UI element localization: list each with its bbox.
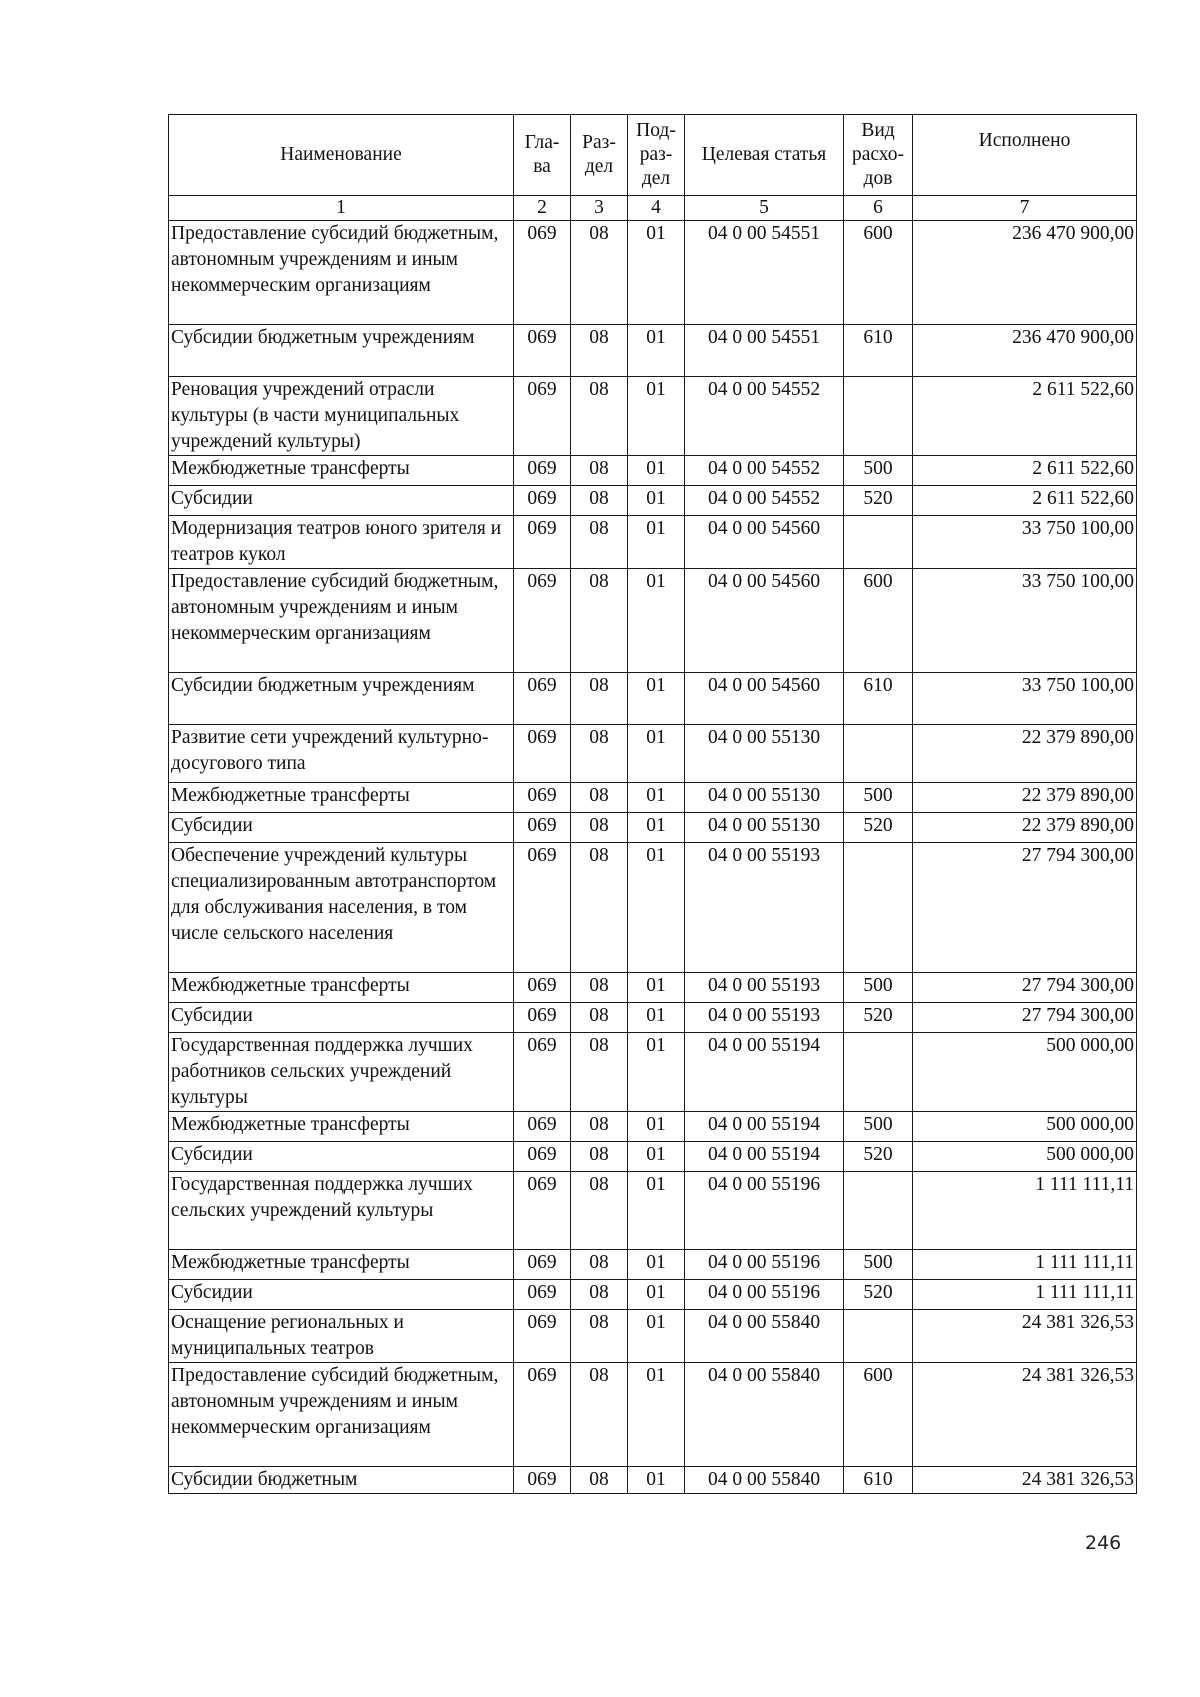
row-podrazdel: 01 xyxy=(628,973,685,1003)
table-row xyxy=(169,813,1137,843)
row-vid xyxy=(844,725,913,783)
row-target: 04 0 00 55840 xyxy=(685,1310,844,1363)
row-glava: 069 xyxy=(514,1142,571,1172)
row-amount: 27 794 300,00 xyxy=(913,973,1137,1003)
row-vid xyxy=(844,1033,913,1112)
header-podrazdel: Под- раз- дел xyxy=(628,115,685,196)
row-podrazdel: 01 xyxy=(628,673,685,725)
column-number: 5 xyxy=(685,196,844,221)
row-target: 04 0 00 55130 xyxy=(685,725,844,783)
row-podrazdel: 01 xyxy=(628,1310,685,1363)
row-vid xyxy=(844,377,913,456)
row-target: 04 0 00 55193 xyxy=(685,843,844,973)
header-row xyxy=(169,115,1137,196)
row-razdel: 08 xyxy=(571,1467,628,1494)
row-podrazdel: 01 xyxy=(628,813,685,843)
row-vid: 610 xyxy=(844,673,913,725)
table-row xyxy=(169,1112,1137,1142)
row-glava: 069 xyxy=(514,456,571,486)
row-amount: 500 000,00 xyxy=(913,1142,1137,1172)
row-vid: 520 xyxy=(844,1280,913,1310)
table-row xyxy=(169,973,1137,1003)
header-razdel: Раз- дел xyxy=(571,115,628,196)
row-amount: 27 794 300,00 xyxy=(913,843,1137,973)
row-name: Предоставление субсидий бюджетным, автономным учреждениям и иным некоммерческим организациям xyxy=(169,1363,514,1467)
row-razdel: 08 xyxy=(571,1363,628,1467)
row-razdel: 08 xyxy=(571,843,628,973)
row-glava: 069 xyxy=(514,1280,571,1310)
table-row xyxy=(169,1172,1137,1250)
row-vid xyxy=(844,516,913,569)
row-name: Субсидии бюджетным учреждениям xyxy=(169,673,514,725)
table-row xyxy=(169,1467,1137,1494)
row-amount: 1 111 111,11 xyxy=(913,1280,1137,1310)
row-amount: 236 470 900,00 xyxy=(913,221,1137,325)
table-row xyxy=(169,1310,1137,1363)
row-amount: 33 750 100,00 xyxy=(913,516,1137,569)
row-razdel: 08 xyxy=(571,783,628,813)
row-name: Межбюджетные трансферты xyxy=(169,456,514,486)
row-amount: 24 381 326,53 xyxy=(913,1467,1137,1494)
table-row xyxy=(169,569,1137,673)
row-target: 04 0 00 54551 xyxy=(685,325,844,377)
table-row xyxy=(169,486,1137,516)
row-glava: 069 xyxy=(514,1033,571,1112)
row-target: 04 0 00 54551 xyxy=(685,221,844,325)
column-number-row xyxy=(169,196,1137,221)
row-podrazdel: 01 xyxy=(628,1112,685,1142)
row-target: 04 0 00 54560 xyxy=(685,516,844,569)
row-razdel: 08 xyxy=(571,1172,628,1250)
row-amount: 33 750 100,00 xyxy=(913,569,1137,673)
row-podrazdel: 01 xyxy=(628,456,685,486)
header-executed: Исполнено xyxy=(913,115,1137,196)
row-target: 04 0 00 55194 xyxy=(685,1033,844,1112)
row-target: 04 0 00 55194 xyxy=(685,1142,844,1172)
header-glava: Гла- ва xyxy=(514,115,571,196)
row-glava: 069 xyxy=(514,1467,571,1494)
row-razdel: 08 xyxy=(571,1280,628,1310)
row-target: 04 0 00 54560 xyxy=(685,673,844,725)
row-amount: 1 111 111,11 xyxy=(913,1250,1137,1280)
row-vid: 600 xyxy=(844,1363,913,1467)
row-podrazdel: 01 xyxy=(628,783,685,813)
row-razdel: 08 xyxy=(571,673,628,725)
row-amount: 2 611 522,60 xyxy=(913,456,1137,486)
row-glava: 069 xyxy=(514,377,571,456)
header-name: Наименование xyxy=(169,115,514,196)
row-vid xyxy=(844,843,913,973)
row-glava: 069 xyxy=(514,783,571,813)
row-podrazdel: 01 xyxy=(628,1280,685,1310)
row-vid: 520 xyxy=(844,813,913,843)
row-amount: 500 000,00 xyxy=(913,1033,1137,1112)
row-podrazdel: 01 xyxy=(628,325,685,377)
row-glava: 069 xyxy=(514,516,571,569)
row-target: 04 0 00 55130 xyxy=(685,783,844,813)
row-target: 04 0 00 55130 xyxy=(685,813,844,843)
row-razdel: 08 xyxy=(571,325,628,377)
row-razdel: 08 xyxy=(571,377,628,456)
row-glava: 069 xyxy=(514,1310,571,1363)
row-razdel: 08 xyxy=(571,973,628,1003)
table-row xyxy=(169,1250,1137,1280)
page-number: 246 xyxy=(1085,1532,1122,1554)
header-vid: Вид расхо- дов xyxy=(844,115,913,196)
row-glava: 069 xyxy=(514,673,571,725)
column-number: 4 xyxy=(628,196,685,221)
row-razdel: 08 xyxy=(571,813,628,843)
row-podrazdel: 01 xyxy=(628,1467,685,1494)
row-vid xyxy=(844,1310,913,1363)
row-name: Субсидии xyxy=(169,813,514,843)
row-amount: 500 000,00 xyxy=(913,1112,1137,1142)
row-target: 04 0 00 55840 xyxy=(685,1467,844,1494)
table-row xyxy=(169,516,1137,569)
row-target: 04 0 00 55196 xyxy=(685,1280,844,1310)
row-razdel: 08 xyxy=(571,1003,628,1033)
row-glava: 069 xyxy=(514,843,571,973)
row-name: Субсидии xyxy=(169,1142,514,1172)
row-amount: 236 470 900,00 xyxy=(913,325,1137,377)
row-name: Субсидии xyxy=(169,1003,514,1033)
table-row xyxy=(169,456,1137,486)
row-name: Межбюджетные трансферты xyxy=(169,783,514,813)
row-name: Предоставление субсидий бюджетным, автономным учреждениям и иным некоммерческим организациям xyxy=(169,569,514,673)
row-podrazdel: 01 xyxy=(628,569,685,673)
column-number: 6 xyxy=(844,196,913,221)
row-target: 04 0 00 54560 xyxy=(685,569,844,673)
row-podrazdel: 01 xyxy=(628,377,685,456)
budget-table xyxy=(168,114,1137,1494)
row-podrazdel: 01 xyxy=(628,1142,685,1172)
row-name: Субсидии бюджетным учреждениям xyxy=(169,325,514,377)
row-glava: 069 xyxy=(514,1172,571,1250)
row-target: 04 0 00 55196 xyxy=(685,1172,844,1250)
header-target: Целевая статья xyxy=(685,115,844,196)
row-name: Субсидии бюджетным xyxy=(169,1467,514,1494)
row-razdel: 08 xyxy=(571,221,628,325)
row-name: Модернизация театров юного зрителя и театров кукол xyxy=(169,516,514,569)
row-glava: 069 xyxy=(514,1363,571,1467)
row-vid: 520 xyxy=(844,1142,913,1172)
row-name: Субсидии xyxy=(169,486,514,516)
row-amount: 22 379 890,00 xyxy=(913,813,1137,843)
row-name: Реновация учреждений отрасли культуры (в части муниципальных учреждений культуры) xyxy=(169,377,514,456)
table-row xyxy=(169,325,1137,377)
row-amount: 1 111 111,11 xyxy=(913,1172,1137,1250)
row-podrazdel: 01 xyxy=(628,486,685,516)
row-razdel: 08 xyxy=(571,1310,628,1363)
row-amount: 22 379 890,00 xyxy=(913,725,1137,783)
row-name: Обеспечение учреждений культуры специализированным автотранспортом для обслуживания населения, в том числе сельского населения xyxy=(169,843,514,973)
row-glava: 069 xyxy=(514,1250,571,1280)
row-name: Субсидии xyxy=(169,1280,514,1310)
row-amount: 27 794 300,00 xyxy=(913,1003,1137,1033)
row-podrazdel: 01 xyxy=(628,516,685,569)
row-podrazdel: 01 xyxy=(628,843,685,973)
row-vid: 520 xyxy=(844,1003,913,1033)
row-name: Оснащение региональных и муниципальных театров xyxy=(169,1310,514,1363)
row-amount: 33 750 100,00 xyxy=(913,673,1137,725)
row-razdel: 08 xyxy=(571,1033,628,1112)
table-row xyxy=(169,1142,1137,1172)
row-vid: 500 xyxy=(844,783,913,813)
row-podrazdel: 01 xyxy=(628,725,685,783)
row-name: Межбюджетные трансферты xyxy=(169,1112,514,1142)
column-number: 1 xyxy=(169,196,514,221)
row-podrazdel: 01 xyxy=(628,221,685,325)
table-row xyxy=(169,377,1137,456)
row-glava: 069 xyxy=(514,569,571,673)
row-razdel: 08 xyxy=(571,486,628,516)
row-glava: 069 xyxy=(514,325,571,377)
row-vid: 600 xyxy=(844,221,913,325)
row-vid: 520 xyxy=(844,486,913,516)
row-razdel: 08 xyxy=(571,456,628,486)
column-number: 3 xyxy=(571,196,628,221)
row-vid: 600 xyxy=(844,569,913,673)
table-row xyxy=(169,1003,1137,1033)
row-glava: 069 xyxy=(514,973,571,1003)
row-podrazdel: 01 xyxy=(628,1172,685,1250)
row-amount: 2 611 522,60 xyxy=(913,486,1137,516)
row-podrazdel: 01 xyxy=(628,1363,685,1467)
row-target: 04 0 00 55193 xyxy=(685,1003,844,1033)
row-razdel: 08 xyxy=(571,1250,628,1280)
table-body xyxy=(169,221,1137,1494)
row-name: Межбюджетные трансферты xyxy=(169,1250,514,1280)
row-name: Государственная поддержка лучших работников сельских учреждений культуры xyxy=(169,1033,514,1112)
row-glava: 069 xyxy=(514,1112,571,1142)
column-number: 7 xyxy=(913,196,1137,221)
row-glava: 069 xyxy=(514,1003,571,1033)
row-vid: 500 xyxy=(844,973,913,1003)
table-row xyxy=(169,1280,1137,1310)
table-row xyxy=(169,843,1137,973)
row-target: 04 0 00 55840 xyxy=(685,1363,844,1467)
row-amount: 24 381 326,53 xyxy=(913,1310,1137,1363)
row-glava: 069 xyxy=(514,221,571,325)
row-razdel: 08 xyxy=(571,569,628,673)
table-row xyxy=(169,725,1137,783)
row-vid: 500 xyxy=(844,456,913,486)
row-vid: 500 xyxy=(844,1112,913,1142)
row-amount: 22 379 890,00 xyxy=(913,783,1137,813)
row-amount: 2 611 522,60 xyxy=(913,377,1137,456)
row-vid: 610 xyxy=(844,1467,913,1494)
row-vid: 500 xyxy=(844,1250,913,1280)
row-podrazdel: 01 xyxy=(628,1033,685,1112)
column-number: 2 xyxy=(514,196,571,221)
row-target: 04 0 00 55194 xyxy=(685,1112,844,1142)
row-amount: 24 381 326,53 xyxy=(913,1363,1137,1467)
row-vid: 610 xyxy=(844,325,913,377)
row-target: 04 0 00 55193 xyxy=(685,973,844,1003)
row-razdel: 08 xyxy=(571,516,628,569)
row-target: 04 0 00 55196 xyxy=(685,1250,844,1280)
row-glava: 069 xyxy=(514,486,571,516)
table-row xyxy=(169,1363,1137,1467)
table-row xyxy=(169,783,1137,813)
row-glava: 069 xyxy=(514,725,571,783)
row-target: 04 0 00 54552 xyxy=(685,486,844,516)
row-podrazdel: 01 xyxy=(628,1003,685,1033)
row-name: Развитие сети учреждений культурно-досугового типа xyxy=(169,725,514,783)
row-name: Предоставление субсидий бюджетным, автономным учреждениям и иным некоммерческим организациям xyxy=(169,221,514,325)
row-razdel: 08 xyxy=(571,1112,628,1142)
row-podrazdel: 01 xyxy=(628,1250,685,1280)
row-glava: 069 xyxy=(514,813,571,843)
row-razdel: 08 xyxy=(571,725,628,783)
table-row xyxy=(169,221,1137,325)
row-vid xyxy=(844,1172,913,1250)
row-name: Межбюджетные трансферты xyxy=(169,973,514,1003)
table-row xyxy=(169,1033,1137,1112)
row-razdel: 08 xyxy=(571,1142,628,1172)
row-name: Государственная поддержка лучших сельских учреждений культуры xyxy=(169,1172,514,1250)
row-target: 04 0 00 54552 xyxy=(685,456,844,486)
table-row xyxy=(169,673,1137,725)
row-target: 04 0 00 54552 xyxy=(685,377,844,456)
